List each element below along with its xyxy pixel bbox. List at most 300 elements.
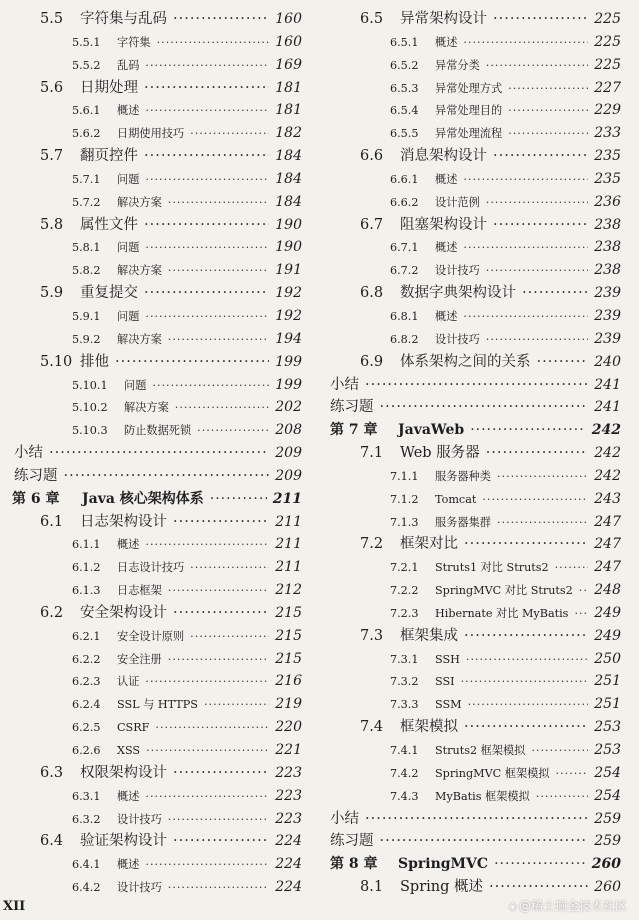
toc-entry-number: 5.10.3 <box>72 424 108 438</box>
toc-entry-sub <box>330 99 621 122</box>
toc-entry-page: 227 <box>594 79 621 96</box>
watermark-text: @稀土掘金技术社区 <box>518 899 627 913</box>
dot-leader <box>204 694 269 716</box>
toc-entry-sub <box>330 511 621 534</box>
toc-entry-sub <box>0 305 302 328</box>
dot-leader <box>168 329 270 351</box>
toc-entry-plain <box>330 830 621 853</box>
toc-entry-page: 211 <box>275 559 302 576</box>
toc-entry-section <box>330 442 621 465</box>
dot-leader <box>463 32 588 54</box>
toc-entry-title: SpringMVC 对比 Struts2 <box>435 584 573 598</box>
toc-entry-section <box>0 77 302 100</box>
toc-entry-page: 259 <box>594 833 621 850</box>
dot-leader <box>493 145 588 168</box>
dot-leader <box>463 306 588 328</box>
dot-leader <box>508 100 588 122</box>
toc-entry-title: 设计范例 <box>435 195 480 209</box>
toc-entry-number: 6.2 <box>40 604 64 621</box>
toc-entry-number: 6.9 <box>360 353 384 370</box>
toc-entry-section <box>0 214 302 237</box>
toc-entry-page: 215 <box>275 650 302 667</box>
toc-entry-title: 异常处理方式 <box>435 81 503 95</box>
watermark <box>509 897 627 914</box>
dot-leader <box>145 237 269 259</box>
toc-entry-sub <box>330 259 621 282</box>
toc-entry-page: 184 <box>275 170 302 187</box>
watermark-logo-icon: ◈ <box>508 900 517 913</box>
dot-leader <box>168 260 270 282</box>
dot-leader <box>190 626 269 648</box>
toc-entry-page: 251 <box>594 696 621 713</box>
dot-leader <box>168 192 270 214</box>
toc-entry-title: 服务器集群 <box>435 515 491 529</box>
toc-entry-title: Spring 概述 <box>400 879 484 896</box>
toc-entry-page: 235 <box>594 148 621 165</box>
toc-entry-number: 5.5.1 <box>72 35 101 49</box>
toc-entry-title: SSL 与 HTTPS <box>117 698 198 712</box>
toc-entry-title: 问题 <box>117 309 140 323</box>
toc-entry-page: 243 <box>594 490 621 507</box>
toc-entry-page: 224 <box>275 833 302 850</box>
toc-entry-page: 241 <box>594 399 621 416</box>
toc-entry-title: 小结 <box>330 376 359 393</box>
toc-entry-title: 乱码 <box>117 58 140 72</box>
dot-leader <box>197 420 269 442</box>
toc-entry-title: 设计技巧 <box>117 881 162 895</box>
dot-leader <box>173 8 269 31</box>
toc-entry-number: 7.3 <box>360 627 384 644</box>
toc-entry-title: 数据字典架构设计 <box>400 285 516 302</box>
toc-entry-title: 设计技巧 <box>435 264 480 278</box>
toc-entry-title: 认证 <box>117 675 140 689</box>
toc-entry-number: 6.6 <box>360 148 384 165</box>
toc-entry-title: 问题 <box>117 172 140 186</box>
toc-entry-chapter <box>330 853 621 876</box>
dot-leader <box>555 557 589 579</box>
dot-leader <box>145 671 269 693</box>
toc-entry-page: 242 <box>594 445 621 462</box>
dot-leader <box>145 786 269 808</box>
dot-leader <box>157 32 270 54</box>
toc-entry-plain <box>0 465 302 488</box>
toc-entry-title: MyBatis 框架模拟 <box>435 789 530 803</box>
dot-leader <box>556 763 589 785</box>
dot-leader <box>464 533 588 556</box>
dot-leader <box>190 557 269 579</box>
toc-entry-title: 设计技巧 <box>117 812 162 826</box>
toc-entry-page: 241 <box>594 376 621 393</box>
toc-entry-plain <box>330 396 621 419</box>
toc-entry-number: 7.2.3 <box>390 606 419 620</box>
toc-entry-number: 7.4.2 <box>390 766 419 780</box>
toc-entry-title: 框架模拟 <box>400 719 458 736</box>
dot-leader <box>173 762 269 785</box>
toc-entry-number: 6.6.2 <box>390 195 419 209</box>
toc-entry-number: 6.8.2 <box>390 332 419 346</box>
toc-entry-title: 重复提交 <box>80 285 138 302</box>
toc-entry-number: 5.9 <box>40 285 64 302</box>
toc-entry-number: 6.4.2 <box>72 881 101 895</box>
toc-entry-number: 6.1.3 <box>72 584 101 598</box>
toc-entry-sub <box>0 556 302 579</box>
dot-leader <box>536 786 588 808</box>
dot-leader <box>466 649 588 671</box>
dot-leader <box>482 489 588 511</box>
toc-entry-page: 182 <box>275 125 302 142</box>
toc-entry-sub <box>0 533 302 556</box>
toc-entry-title: 概述 <box>435 309 458 323</box>
dot-leader <box>175 397 270 419</box>
dot-leader <box>574 603 588 625</box>
toc-entry-page: 181 <box>275 79 302 96</box>
toc-right-column <box>330 8 621 899</box>
toc-entry-number: 5.5.2 <box>72 58 101 72</box>
toc-entry-title: Java 核心架构体系 <box>82 490 204 507</box>
toc-entry-title: Struts2 框架模拟 <box>435 744 526 757</box>
dot-leader <box>497 466 588 488</box>
toc-entry-number: 6.1 <box>40 513 64 530</box>
toc-entry-sub <box>0 99 302 122</box>
toc-entry-number: 6.8 <box>360 285 384 302</box>
toc-entry-sub <box>330 465 621 488</box>
toc-entry-number: 5.8.1 <box>72 241 101 255</box>
dot-leader <box>144 77 269 100</box>
dot-leader <box>145 306 269 328</box>
toc-entry-number: 6.2.3 <box>72 675 101 689</box>
toc-left-column <box>0 8 302 899</box>
toc-entry-title: 异常处理目的 <box>435 104 503 118</box>
toc-entry-chapter <box>330 419 621 442</box>
dot-leader <box>531 740 588 762</box>
toc-entry-title: 日志框架 <box>117 584 162 598</box>
toc-entry-sub <box>330 54 621 77</box>
toc-entry-title: JavaWeb <box>398 422 465 439</box>
toc-entry-page: 223 <box>275 810 302 827</box>
toc-entry-number: 5.10 <box>40 353 73 370</box>
toc-entry-page: 215 <box>275 604 302 621</box>
dot-leader <box>489 876 588 899</box>
toc-entry-sub <box>330 236 621 259</box>
toc-entry-number: 7.3.2 <box>390 675 419 689</box>
toc-entry-number: 6.2.4 <box>72 698 101 712</box>
toc-entry-title: 日期使用技巧 <box>117 127 185 141</box>
toc-entry-number: 5.9.1 <box>72 309 101 323</box>
toc-entry-page: 208 <box>275 422 302 439</box>
toc-entry-sub <box>0 670 302 693</box>
toc-entry-title: 权限架构设计 <box>80 764 167 781</box>
dot-leader <box>464 716 588 739</box>
toc-entry-sub <box>0 259 302 282</box>
toc-entry-page: 219 <box>275 696 302 713</box>
toc-entry-page: 209 <box>275 467 302 484</box>
dot-leader <box>486 55 589 77</box>
toc-entry-page: 184 <box>275 193 302 210</box>
toc-entry-title: 服务器种类 <box>435 469 491 483</box>
toc-entry-number: 7.2.1 <box>390 561 419 575</box>
toc-entry-number: 6.7.1 <box>390 241 419 255</box>
toc-entry-section <box>0 351 302 374</box>
toc-entry-page: 250 <box>594 650 621 667</box>
toc-entry-title: SSM <box>435 698 462 712</box>
toc-entry-title: 字符集与乱码 <box>80 11 167 27</box>
toc-entry-title: 解决方案 <box>124 401 169 415</box>
toc-entry-section <box>330 214 621 237</box>
toc-entry-section <box>330 145 621 168</box>
toc-entry-title: 字符集 <box>117 35 151 49</box>
toc-entry-sub <box>0 876 302 899</box>
toc-entry-sub <box>330 556 621 579</box>
toc-entry-title: 概述 <box>435 172 458 186</box>
toc-entry-sub <box>330 31 621 54</box>
toc-entry-page: 249 <box>594 627 621 644</box>
toc-entry-title: 异常架构设计 <box>400 11 487 27</box>
toc-entry-title: SpringMVC <box>398 856 489 873</box>
toc-entry-number: 6.2.2 <box>72 652 101 666</box>
toc-entry-sub <box>0 648 302 671</box>
toc-entry-title: 安全设计原则 <box>117 629 185 643</box>
dot-leader <box>145 55 269 77</box>
toc-entry-number: 5.6 <box>40 79 64 96</box>
dot-leader <box>579 580 588 602</box>
toc-entry-sub <box>0 716 302 739</box>
toc-entry-page: 209 <box>275 445 302 462</box>
toc-entry-sub <box>0 808 302 831</box>
toc-entry-page: 238 <box>594 239 621 256</box>
toc-entry-sub <box>0 785 302 808</box>
dot-leader <box>210 488 267 511</box>
dot-leader <box>168 809 270 831</box>
toc-entry-sub <box>0 328 302 351</box>
toc-entry-sub <box>330 328 621 351</box>
dot-leader <box>486 260 589 282</box>
toc-entry-section <box>0 602 302 625</box>
dot-leader <box>497 512 588 534</box>
toc-entry-number: 6.7.2 <box>390 264 419 278</box>
dot-leader <box>486 442 589 465</box>
dot-leader <box>493 214 588 237</box>
toc-entry-title: XSS <box>117 744 141 757</box>
dot-leader <box>522 282 588 305</box>
toc-entry-page: 248 <box>594 582 621 599</box>
toc-entry-number: 6.5.4 <box>390 104 419 118</box>
toc-entry-title: 安全注册 <box>117 652 162 666</box>
toc-entry-page: 247 <box>594 513 621 530</box>
toc-entry-sub <box>0 191 302 214</box>
toc-entry-number: 6.2.6 <box>72 744 101 757</box>
dot-leader <box>461 671 589 693</box>
toc-entry-section <box>330 625 621 648</box>
toc-entry-page: 225 <box>594 33 621 50</box>
toc-entry-title: 练习题 <box>14 467 58 484</box>
toc-entry-number: 5.6.2 <box>72 127 101 141</box>
toc-entry-title: SpringMVC 框架模拟 <box>435 766 550 780</box>
toc-entry-section <box>330 351 621 374</box>
toc-entry-number: 6.2.5 <box>72 721 101 735</box>
toc-entry-page: 211 <box>272 490 302 507</box>
toc-entry-title: 日志设计技巧 <box>117 561 185 575</box>
toc-entry-sub <box>0 625 302 648</box>
toc-entry-section <box>330 282 621 305</box>
toc-entry-page: 247 <box>594 536 621 553</box>
toc-entry-sub <box>330 762 621 785</box>
toc-entry-section <box>330 8 621 31</box>
toc-entry-page: 239 <box>594 307 621 324</box>
toc-entry-number: 5.7.1 <box>72 172 101 186</box>
toc-entry-title: Hibernate 对比 MyBatis <box>435 606 569 620</box>
toc-entry-plain <box>0 442 302 465</box>
dot-leader <box>168 649 270 671</box>
toc-entry-title: 解决方案 <box>117 332 162 346</box>
toc-entry-page: 259 <box>594 810 621 827</box>
toc-entry-number: 7.1.1 <box>390 469 419 483</box>
dot-leader <box>494 853 586 876</box>
toc-entry-number: 6.5.1 <box>390 35 419 49</box>
toc-entry-title: Struts1 对比 Struts2 <box>435 561 549 575</box>
toc-entry-title: 阻塞架构设计 <box>400 216 487 233</box>
toc-entry-title: 概述 <box>117 538 140 552</box>
toc-entry-number: 7.1.2 <box>390 492 419 506</box>
toc-entry-sub <box>330 785 621 808</box>
toc-entry-sub <box>330 488 621 511</box>
toc-entry-number: 5.10.2 <box>72 401 108 415</box>
dot-leader <box>173 830 269 853</box>
toc-entry-number: 7.4.1 <box>390 744 419 757</box>
toc-entry-number: 8.1 <box>360 879 384 896</box>
dot-leader <box>493 8 588 31</box>
toc-entry-page: 181 <box>275 102 302 119</box>
dot-leader <box>152 375 269 397</box>
dot-leader <box>508 123 588 145</box>
toc-entry-number: 第 7 章 <box>330 422 378 439</box>
toc-entry-number: 6.7 <box>360 216 384 233</box>
toc-entry-page: 190 <box>275 239 302 256</box>
toc-entry-page: 253 <box>594 719 621 736</box>
toc-entry-number: 6.4.1 <box>72 858 101 872</box>
toc-entry-section <box>330 716 621 739</box>
toc-entry-number: 7.2.2 <box>390 584 419 598</box>
toc-entry-title: 概述 <box>117 858 140 872</box>
toc-entry-sub <box>330 305 621 328</box>
toc-entry-sub <box>0 419 302 442</box>
toc-entry-page: 242 <box>594 467 621 484</box>
dot-leader <box>144 214 269 237</box>
toc-entry-number: 7.2 <box>360 536 384 553</box>
toc-entry-section <box>330 533 621 556</box>
toc-entry-number: 7.1 <box>360 445 384 462</box>
toc-entry-page: 251 <box>594 673 621 690</box>
toc-entry-page: 211 <box>275 513 302 530</box>
toc-entry-page: 184 <box>275 148 302 165</box>
toc-entry-page: 223 <box>275 764 302 781</box>
toc-entry-number: 5.7.2 <box>72 195 101 209</box>
toc-entry-number: 7.1.3 <box>390 515 419 529</box>
page-folio: XII <box>3 899 26 914</box>
toc-entry-number: 6.3.1 <box>72 789 101 803</box>
toc-entry-title: 问题 <box>117 241 140 255</box>
toc-entry-number: 6.5.5 <box>390 127 419 141</box>
dot-leader <box>468 694 589 716</box>
dot-leader <box>145 100 269 122</box>
dot-leader <box>173 602 269 625</box>
dot-leader <box>168 877 270 899</box>
dot-leader <box>537 351 589 374</box>
toc-entry-number: 第 8 章 <box>330 856 378 873</box>
toc-entry-number: 5.5 <box>40 11 64 27</box>
toc-entry-section <box>0 830 302 853</box>
toc-entry-number: 6.5.2 <box>390 58 419 72</box>
toc-entry-plain <box>330 808 621 831</box>
toc-entry-page: 199 <box>275 353 302 370</box>
toc-entry-title: 翻页控件 <box>80 148 138 165</box>
toc-entry-page: 192 <box>275 307 302 324</box>
toc-entry-number: 6.6.1 <box>390 172 419 186</box>
toc-entry-sub <box>0 693 302 716</box>
dot-leader <box>486 192 589 214</box>
dot-leader <box>463 237 588 259</box>
toc-entry-page: 239 <box>594 285 621 302</box>
toc-entry-sub <box>330 579 621 602</box>
toc-entry-number: 5.6.1 <box>72 104 101 118</box>
toc-entry-sub <box>330 693 621 716</box>
toc-entry-number: 5.8.2 <box>72 264 101 278</box>
toc-entry-sub <box>330 168 621 191</box>
dot-leader <box>145 854 269 876</box>
toc-entry-section <box>0 762 302 785</box>
toc-entry-page: 233 <box>594 125 621 142</box>
toc-entry-title: 框架集成 <box>400 627 458 644</box>
toc-entry-title: 消息架构设计 <box>400 148 487 165</box>
dot-leader <box>470 419 586 442</box>
toc-entry-page: 238 <box>594 216 621 233</box>
toc-entry-number: 7.4.3 <box>390 789 419 803</box>
dot-leader <box>146 740 269 762</box>
toc-entry-title: SSI <box>435 675 455 689</box>
dot-leader <box>144 282 269 305</box>
toc-entry-page: 160 <box>275 11 302 27</box>
toc-entry-number: 7.4 <box>360 719 384 736</box>
toc-entry-page: 238 <box>594 262 621 279</box>
toc-entry-number: 6.2.1 <box>72 629 101 643</box>
toc-entry-title: 验证架构设计 <box>80 833 167 850</box>
toc-entry-page: 192 <box>275 285 302 302</box>
toc-entry-title: 概述 <box>117 789 140 803</box>
toc-entry-number: 6.3 <box>40 764 64 781</box>
dot-leader <box>464 625 588 648</box>
toc-entry-sub <box>0 739 302 762</box>
toc-entry-number: 6.8.1 <box>390 309 419 323</box>
toc-entry-page: 235 <box>594 170 621 187</box>
toc-entry-sub <box>330 739 621 762</box>
toc-entry-page: 169 <box>275 56 302 73</box>
toc-entry-sub <box>330 670 621 693</box>
toc-entry-number: 7.3.1 <box>390 652 419 666</box>
toc-entry-page: 220 <box>275 719 302 736</box>
dot-leader <box>145 534 269 556</box>
toc-entry-title: SSH <box>435 652 460 666</box>
toc-entry-title: 解决方案 <box>117 195 162 209</box>
dot-leader <box>144 145 269 168</box>
toc-entry-page: 223 <box>275 787 302 804</box>
toc-entry-page: 194 <box>275 330 302 347</box>
toc-entry-page: 191 <box>275 262 302 279</box>
toc-entry-sub <box>330 602 621 625</box>
toc-entry-page: 199 <box>275 376 302 393</box>
toc-entry-page: 254 <box>594 764 621 781</box>
dot-leader <box>365 808 588 831</box>
dot-leader <box>190 123 269 145</box>
toc-entry-title: 问题 <box>124 378 147 392</box>
